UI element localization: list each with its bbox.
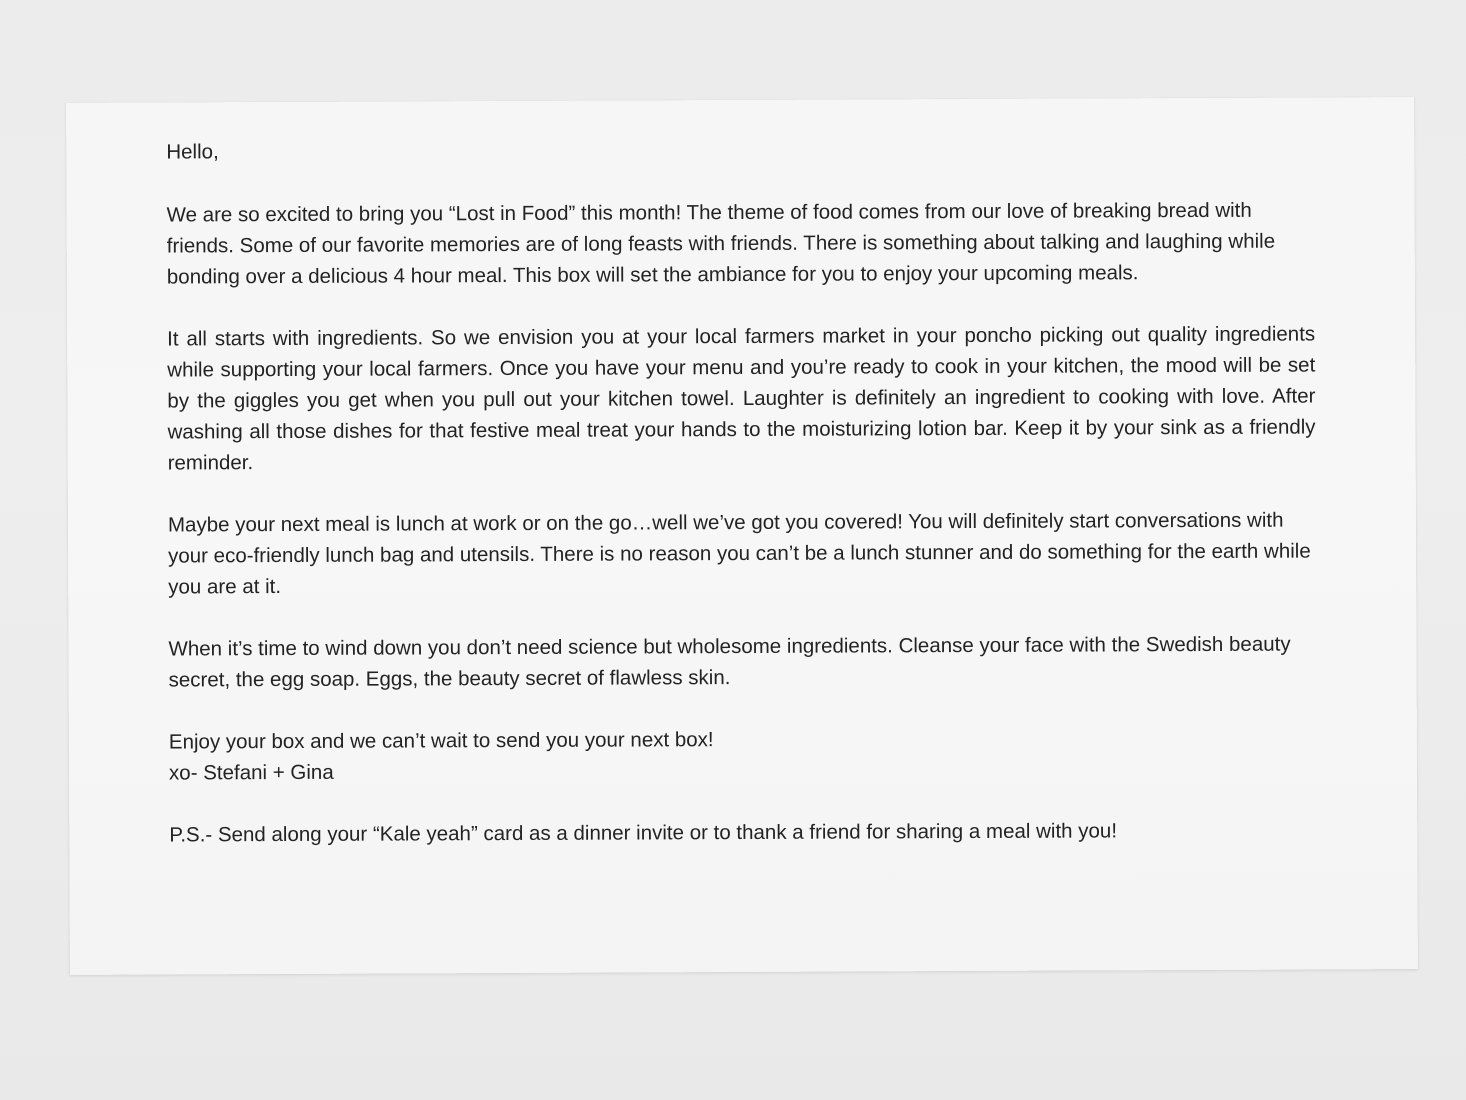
letter-postscript: P.S.- Send along your “Kale yeah” card as a dinner invite or to thank a friend for sharing a meal with you! xyxy=(169,819,1118,847)
paragraph-lunch: Maybe your next meal is lunch at work or on the go…well we’ve got you covered! You will definitely start conversations with your eco-friendly lunch bag and utensils. There is no reason you can’t be a lunch stunner and do something for the earth while you are at it. xyxy=(167,508,1311,599)
letter-body xyxy=(166,131,1317,850)
paragraph-ingredients: It all starts with ingredients. So we envision you at your local farmers market in your poncho picking out quality ingredients while supporting your local farmers. Once you have your menu and you’re ready to cook in your kitchen, the mood will be set by the giggles you get when you pull out your kitchen towel. Laughter is definitely an ingredient to cooking with love. After washing all those dishes for that festive meal treat your hands to the moisturizing lotion bar. Keep it by your sink as a friendly reminder. xyxy=(167,322,1316,475)
letter-greeting: Hello, xyxy=(166,140,219,164)
letter-closing: Enjoy your box and we can’t wait to send you your next box! xyxy=(168,728,714,754)
paragraph-wind-down: When it’s time to wind down you don’t need science but wholesome ingredients. Cleanse your face with the Swedish beauty secret, the egg soap. Eggs, the beauty secret of flawless skin. xyxy=(168,632,1291,692)
letter-card xyxy=(66,97,1418,975)
letter-signature: xo- Stefani + Gina xyxy=(168,760,334,785)
paragraph-theme: We are so excited to bring you “Lost in Food” this month! The theme of food comes from our love of breaking bread with friends. Some of our favorite memories are of long feasts with friends. There is something about talking and laughing while bonding over a delicious 4 hour meal. This box will set the ambiance for you to enjoy your upcoming meals. xyxy=(166,198,1276,289)
